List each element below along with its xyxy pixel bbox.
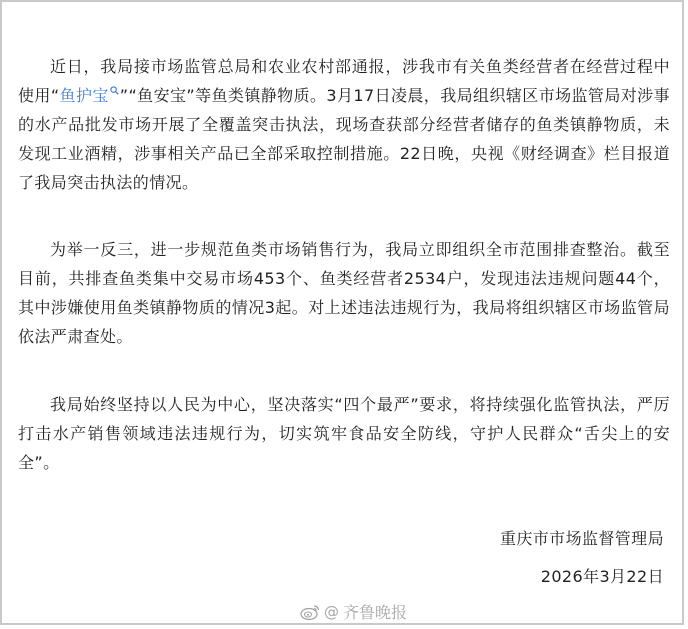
weibo-icon: [300, 603, 320, 621]
signature-date: 2026年3月22日: [540, 567, 664, 586]
paragraph-1: [18, 52, 670, 197]
search-keyword-text[interactable]: 鱼护宝: [59, 86, 109, 105]
paragraph-3: 我局始终坚持以人民为中心，坚决落实“四个最严”要求，将持续强化监管执法，严厉打击水产销售领域违法违规行为，切实筑牢食品安全防线，守护人民群众“舌尖上的安全”。: [18, 395, 670, 472]
article-body: [18, 52, 670, 477]
search-keyword-link[interactable]: [60, 86, 120, 105]
watermark: [300, 600, 407, 623]
paragraph-2: 为举一反三，进一步规范鱼类市场销售行为，我局立即组织全市范围排查整治。截至目前，共排查鱼类集中交易市场453个、鱼类经营者2534户，发现违法违规问题44个，其中涉嫌使用鱼类镇静物质的情况3起。对上述违法违规行为，我局将组织辖区市场监管局依法严肃查处。: [18, 240, 670, 346]
paragraph-1-part-1: 近日，我局接市场监管总局和农业农村部通报，涉我市有关鱼类经营者在经营过程中使用“: [18, 57, 670, 105]
watermark-name: 齐鲁晚报: [343, 603, 408, 622]
paragraph-1-part-2: ”“鱼安宝”等鱼类镇静物质。3月17日凌晨，我局组织辖区市场监管局对涉事的水产品批发市场开展了全覆盖突击执法，现场查获部分经营者储存的鱼类镇静物质，未发现工业酒精，涉事相关产品已全部采取控制措施。22日晚，央视《财经调查》栏目报道了我局突击执法的情况。: [18, 86, 670, 192]
signature-block: [500, 524, 664, 591]
search-icon[interactable]: [110, 86, 119, 95]
watermark-at: @: [324, 602, 339, 621]
signature-org: 重庆市市场监督管理局: [499, 529, 664, 548]
